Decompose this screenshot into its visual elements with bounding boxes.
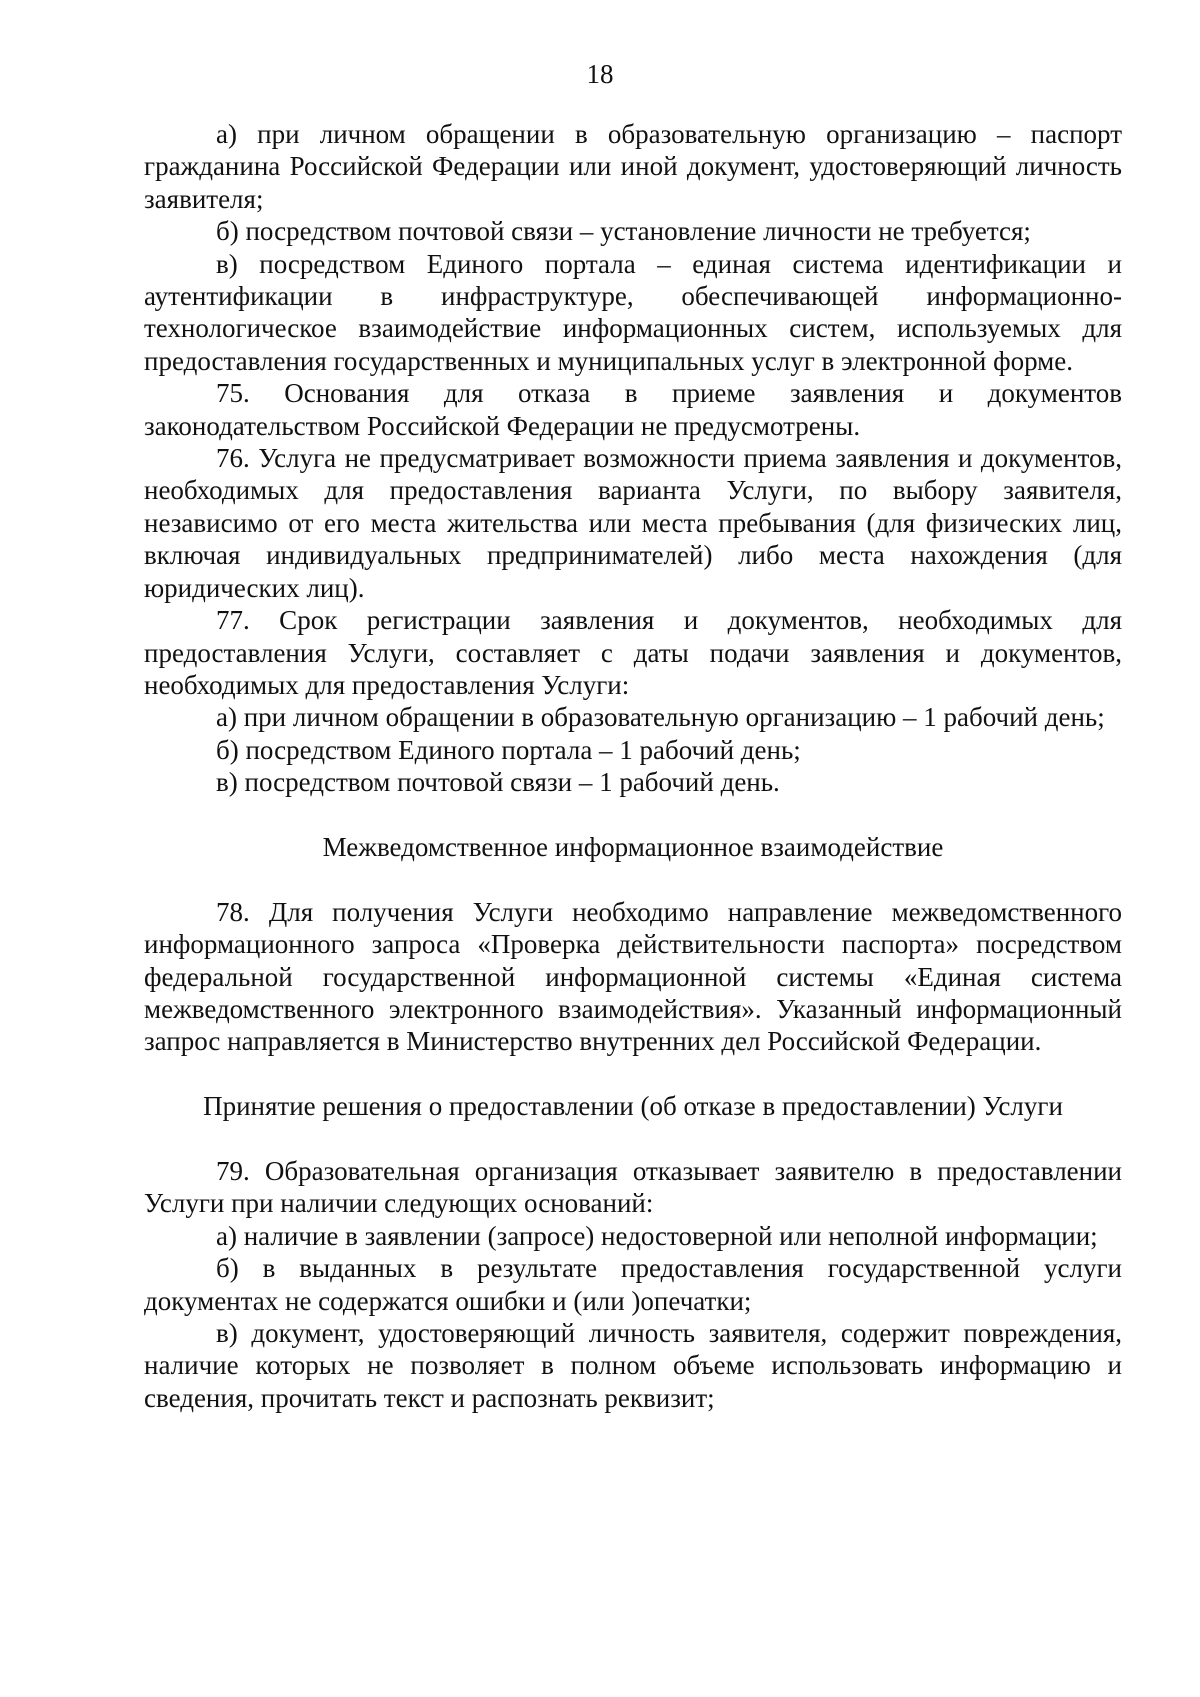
document-body [144,118,1122,1414]
page-number: 18 [586,59,614,89]
paragraph-79-v: в) документ, удостоверяющий личность заявителя, содержит повреждения, наличие которых не позволяет в полном объеме использовать информацию и сведения, прочитать текст и распознать реквизит; [144,1317,1122,1413]
paragraph-75: 75. Основания для отказа в приеме заявления и документов законодательством Российской Федерации не предусмотрены. [144,378,1122,441]
spacer [144,1058,1122,1090]
paragraph-77-personal: а) при личном обращении в образовательную организацию – 1 рабочий день; [216,702,1105,733]
paragraph-79: 79. Образовательная организация отказывает заявителю в предоставлении Услуги при наличии следующих оснований: [144,1155,1122,1219]
paragraph-78: 78. Для получения Услуги необходимо направление межведомственного информационного запроса «Проверка действительности паспорта» посредством федеральной государственной информационной системы «Единая система межведомственного электронного взаимодействия». Указанный информационный запрос направляется в Министерство внутренних дел Российской Федерации. [144,896,1122,1057]
spacer [144,1123,1122,1155]
section-heading-interagency: Межведомственное информационное взаимодействие [322,831,944,862]
paragraph-identification-personal: а) при личном обращении в образовательную организацию – паспорт гражданина Российской Федерации или иной документ, удостоверяющий личность заявителя; [144,119,1122,214]
paragraph-identification-post: б) посредством почтовой связи – установление личности не требуется; [216,216,1031,247]
spacer [144,799,1122,831]
paragraph-79-a: а) наличие в заявлении (запросе) недостоверной или неполной информации; [216,1220,1098,1251]
paragraph-77: 77. Срок регистрации заявления и документов, необходимых для предоставления Услуги, составляет с даты подачи заявления и документов, необходимых для предоставления Услуги: [144,605,1122,700]
spacer [144,863,1122,895]
paragraph-76: 76. Услуга не предусматривает возможности приема заявления и документов, необходимых для предоставления варианта Услуги, по выбору заявителя, независимо от его места жительства или места пребывания (для физических лиц, включая индивидуальных предпринимателей) либо места нахождения (для юридических лиц). [144,443,1122,603]
paragraph-77-portal: б) посредством Единого портала – 1 рабочий день; [216,734,801,765]
paragraph-identification-portal: в) посредством Единого портала – единая система идентификации и аутентификации в инфраструктуре, обеспечивающей информационно-технологическое взаимодействие информационных систем, используемых для предоставления государственных и муниципальных услуг в электронной форме. [144,248,1122,376]
paragraph-77-post: в) посредством почтовой связи – 1 рабочий день. [216,767,780,798]
paragraph-79-b: б) в выданных в результате предоставления государственной услуги документах не содержатся ошибки и (или )опечатки; [144,1253,1122,1316]
section-heading-decision: Принятие решения о предоставлении (об отказе в предоставлении) Услуги [203,1091,1063,1122]
